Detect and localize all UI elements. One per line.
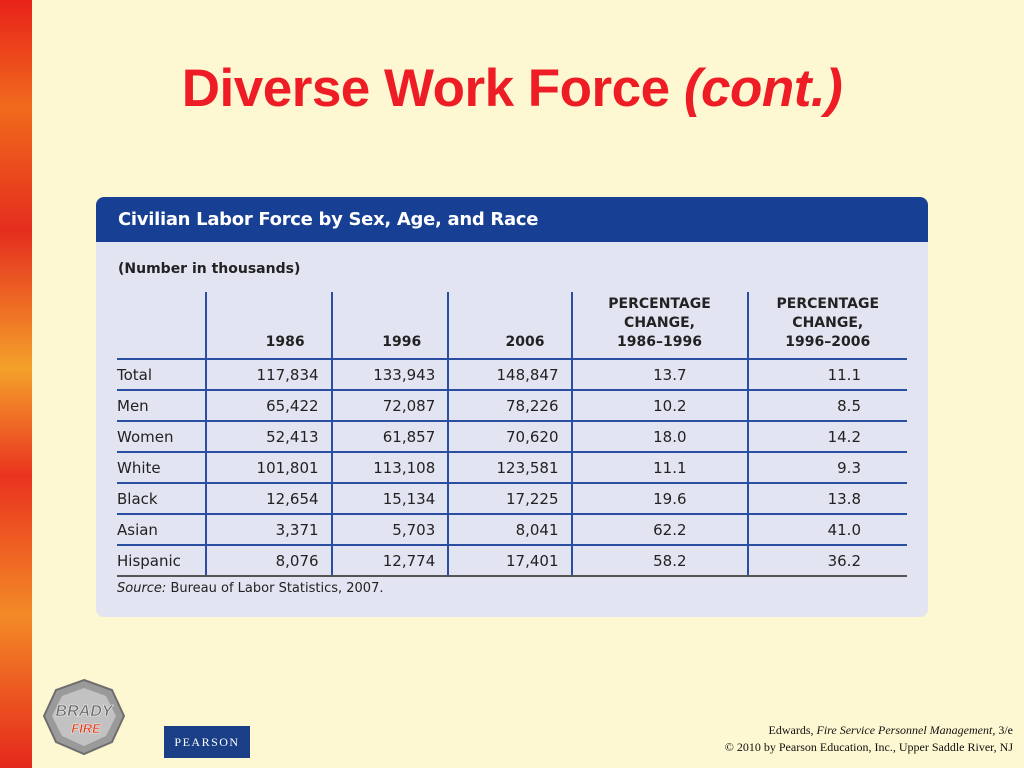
title-main: Diverse Work Force [181,59,670,118]
row-label: Women [117,421,206,452]
cell-1986: 117,834 [206,359,332,390]
cell-2006: 78,226 [448,390,571,421]
table-row [117,483,907,514]
table-row [117,421,907,452]
cell-pct-1986-1996: 19.6 [572,483,748,514]
table-panel [96,197,928,617]
row-label: Total [117,359,206,390]
cell-pct-1986-1996: 10.2 [572,390,748,421]
cell-pct-1986-1996: 13.7 [572,359,748,390]
labor-force-table [117,292,907,577]
header-pct1-line1: PERCENTAGE [608,296,711,312]
row-label: Hispanic [117,545,206,576]
title-suffix: (cont.) [683,59,843,118]
header-pct1-line2: CHANGE, [624,315,695,331]
table-header-row [117,292,907,359]
table-row [117,359,907,390]
cell-1986: 65,422 [206,390,332,421]
cell-1996: 72,087 [332,390,449,421]
header-1996: 1996 [332,292,449,359]
row-label: White [117,452,206,483]
cell-2006: 17,225 [448,483,571,514]
cell-2006: 148,847 [448,359,571,390]
header-pct-1986-1996 [572,292,748,359]
cell-1986: 52,413 [206,421,332,452]
header-pct1-line3: 1986–1996 [617,334,702,350]
source-text: Bureau of Labor Statistics, 2007. [170,581,384,596]
cell-1996: 15,134 [332,483,449,514]
brady-fire-logo [42,678,126,756]
header-2006: 2006 [448,292,571,359]
cell-1996: 61,857 [332,421,449,452]
slide-title [0,58,1024,119]
header-pct2-line1: PERCENTAGE [776,296,880,312]
cell-1986: 101,801 [206,452,332,483]
cell-pct-1986-1996: 18.0 [572,421,748,452]
cell-2006: 8,041 [448,514,571,545]
table-source [117,581,383,596]
table-row [117,390,907,421]
units-note: (Number in thousands) [118,261,301,277]
table-row [117,545,907,576]
cell-2006: 70,620 [448,421,571,452]
cell-pct-1986-1996: 58.2 [572,545,748,576]
cell-pct-1996-2006: 14.2 [748,421,907,452]
header-pct2-line2: CHANGE, [792,315,864,331]
credit-copyright: © 2010 by Pearson Education, Inc., Upper Saddle River, NJ [724,740,1013,754]
cell-1986: 12,654 [206,483,332,514]
copyright-credit [725,722,1013,756]
cell-pct-1986-1996: 11.1 [572,452,748,483]
row-label: Asian [117,514,206,545]
cell-1996: 133,943 [332,359,449,390]
cell-pct-1996-2006: 36.2 [748,545,907,576]
cell-pct-1996-2006: 11.1 [748,359,907,390]
credit-line1 [725,722,1013,739]
credit-author: Edwards, [768,723,814,737]
table-title: Civilian Labor Force by Sex, Age, and Race [96,197,928,242]
table-row [117,452,907,483]
cell-pct-1996-2006: 13.8 [748,483,907,514]
source-label: Source: [117,581,167,596]
table-row [117,514,907,545]
cell-1986: 8,076 [206,545,332,576]
cell-pct-1986-1996: 62.2 [572,514,748,545]
credit-book-title: Fire Service Personnel Management, [816,723,996,737]
cell-2006: 123,581 [448,452,571,483]
logo-fire-text: FIRE [71,721,101,736]
cell-1986: 3,371 [206,514,332,545]
cell-pct-1996-2006: 41.0 [748,514,907,545]
pearson-logo: PEARSON [164,726,250,758]
cell-pct-1996-2006: 8.5 [748,390,907,421]
header-category [117,292,206,359]
cell-pct-1996-2006: 9.3 [748,452,907,483]
row-label: Men [117,390,206,421]
cell-1996: 5,703 [332,514,449,545]
row-label: Black [117,483,206,514]
header-pct-1996-2006 [748,292,907,359]
logo-brady-text: BRADY [55,703,113,720]
header-1986: 1986 [206,292,332,359]
cell-1996: 113,108 [332,452,449,483]
credit-edition: 3/e [998,723,1013,737]
header-pct2-line3: 1996–2006 [785,334,871,350]
cell-2006: 17,401 [448,545,571,576]
cell-1996: 12,774 [332,545,449,576]
